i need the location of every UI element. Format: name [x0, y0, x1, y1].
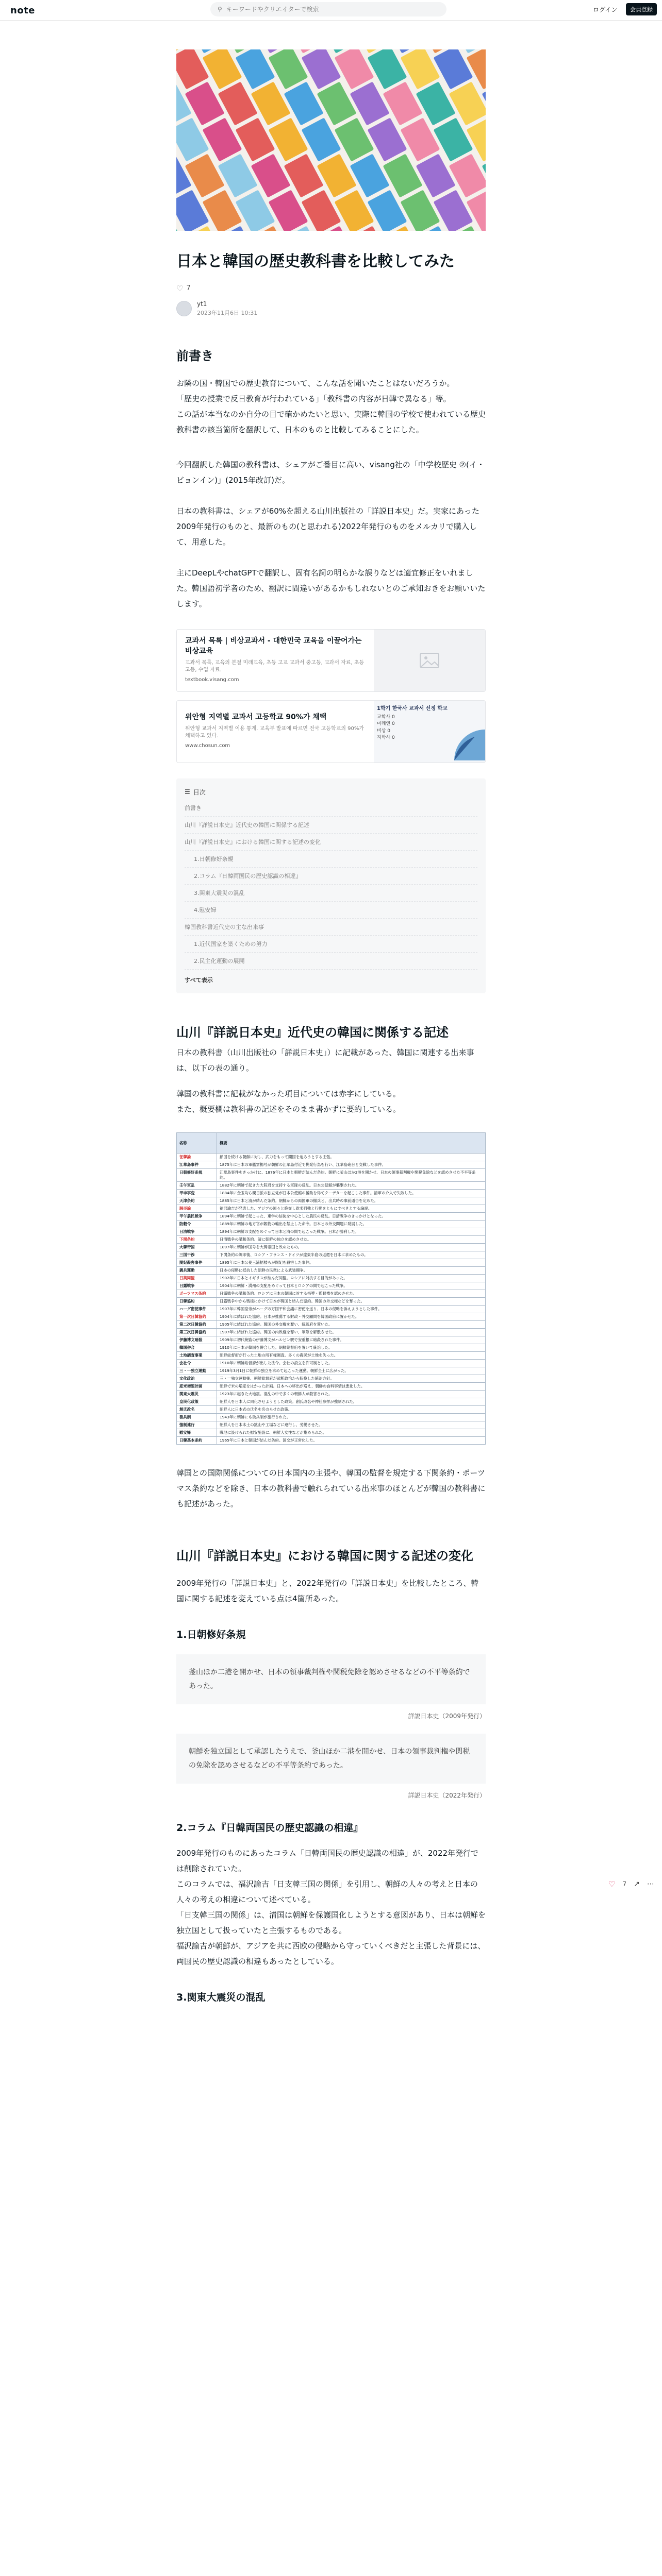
event-summary: 1882年に朝鮮で起きた大院君を支持する軍隊の反乱。日本公使館が襲撃された。 — [217, 1182, 486, 1190]
event-summary: 1907年に韓国皇帝がハーグの万国平和会議に密使を送り、日本の侵略を訴えようとした事件。 — [217, 1305, 486, 1313]
quote-cite: 詳説日本史（2022年発行） — [408, 1792, 486, 1800]
link-card-url: textbook.visang.com — [185, 677, 239, 683]
event-name: 閔妃殺害事件 — [177, 1259, 217, 1267]
paragraph: 2009年発行の「詳説日本史」と、2022年発行の「詳説日本史」を比較したところ、韓国に関する記述を変えている点は4箇所あった。 — [176, 1579, 479, 1604]
table-row — [177, 1267, 486, 1275]
event-name: 甲申事変 — [177, 1190, 217, 1197]
table-row — [177, 1190, 486, 1197]
event-summary: 江華島事件をきっかけに、1876年に日本と朝鮮が結んだ条約。朝鮮に釜山ほか2港を開かせ、日本の領事裁判権や関税免除などを認めさせた不平等条約。 — [217, 1169, 486, 1182]
quote-text: 釜山ほか二港を開かせ、日本の領事裁判権や関税免除を認めさせるなどの不平等条約であった。 — [189, 1668, 470, 1690]
table-row — [177, 1313, 486, 1320]
event-name: ポーツマス条約 — [177, 1290, 217, 1298]
table-row — [177, 1344, 486, 1351]
thumbnail-pie — [423, 719, 485, 760]
table-row — [177, 1282, 486, 1290]
table-row — [177, 1375, 486, 1382]
thumbnail-legend: 비상 0 — [377, 728, 390, 734]
toc-item[interactable]: 4.慰安婦 — [185, 902, 477, 919]
like-row — [176, 284, 486, 293]
avatar[interactable] — [176, 301, 192, 316]
event-name: 第三次日韓協約 — [177, 1328, 217, 1336]
event-summary: 日清戦争の講和条約。清に朝鮮の独立を認めさせた。 — [217, 1236, 486, 1244]
event-name: 日露戦争 — [177, 1282, 217, 1290]
table-row — [177, 1259, 486, 1267]
event-summary: 日本の侵略に抵抗した朝鮮の民衆による武装闘争。 — [217, 1267, 486, 1275]
table-row — [177, 1275, 486, 1282]
list-icon: ☰ — [185, 788, 190, 796]
event-name: 甲午農民戦争 — [177, 1213, 217, 1221]
event-summary: 1885年に日本と清が結んだ条約。朝鮮からの両国軍の撤兵と、出兵時の事前通告を定めた。 — [217, 1197, 486, 1205]
event-summary: 日露戦争の講和条約。ロシアに日本の韓国に対する指導・監督権を認めさせた。 — [217, 1290, 486, 1298]
event-summary: 1905年に結ばれた協約。韓国の外交権を奪い、統監府を置いた。 — [217, 1320, 486, 1328]
subsection-title: 2.コラム『日韓両国民の歴史認識の相違』 — [176, 1822, 363, 1834]
quote — [176, 1654, 486, 1704]
search-icon: ⚲ — [218, 6, 222, 13]
search-input[interactable] — [226, 6, 433, 13]
table-row — [177, 1436, 486, 1444]
table-row — [177, 1244, 486, 1251]
event-name: 日朝修好条規 — [177, 1169, 217, 1182]
event-name: 大韓帝国 — [177, 1244, 217, 1251]
event-name: 第二次日韓協約 — [177, 1320, 217, 1328]
events-table — [176, 1132, 486, 1444]
table-row — [177, 1182, 486, 1190]
event-summary: 1943年に朝鮮にも徴兵制が施行された。 — [217, 1413, 486, 1421]
subsection-title: 1.日朝修好条規 — [176, 1629, 246, 1641]
heart-icon[interactable]: ♡ — [176, 283, 184, 293]
author-name[interactable]: yt1 — [197, 300, 207, 308]
event-name: 三・一独立運動 — [177, 1367, 217, 1375]
quote-cite: 詳説日本史（2009年発行） — [408, 1713, 486, 1720]
event-summary: 日露戦争中から戦後にかけて日本が韓国と結んだ協約。韓国の外交権などを奪った。 — [217, 1297, 486, 1305]
table-row — [177, 1429, 486, 1436]
link-card-thumbnail — [374, 701, 485, 762]
table-row — [177, 1320, 486, 1328]
event-summary: 1910年に日本が韓国を併合した。朝鮮総督府を置いて統治した。 — [217, 1344, 486, 1351]
event-summary: 1897年に朝鮮が国号を大韓帝国と改めたもの。 — [217, 1244, 486, 1251]
table-row — [177, 1305, 486, 1313]
event-name: 土地調査事業 — [177, 1351, 217, 1359]
table-row — [177, 1197, 486, 1205]
event-name: 日英同盟 — [177, 1275, 217, 1282]
table-row — [177, 1213, 486, 1221]
table-row — [177, 1328, 486, 1336]
search-box[interactable] — [210, 2, 446, 16]
event-summary: 1875年に日本の軍艦雲揚号が朝鮮の江華島付近で挑発行為を行い、江華島砲台と交戦した事件。 — [217, 1161, 486, 1169]
event-name: 慰安婦 — [177, 1429, 217, 1436]
event-name: 伊藤博文暗殺 — [177, 1336, 217, 1344]
event-name: ハーグ密使事件 — [177, 1305, 217, 1313]
toc-item[interactable]: 1.日朝修好条規 — [185, 851, 477, 868]
event-summary: 1889年に朝鮮の地方官が穀物の輸出を禁止した命令。日本との外交問題に発展した。 — [217, 1221, 486, 1228]
event-name: 徴兵制 — [177, 1413, 217, 1421]
thumbnail-legend: 교학사 0 — [377, 714, 395, 720]
textbooks-illustration — [176, 49, 486, 231]
event-name: 下関条約 — [177, 1236, 217, 1244]
table-row — [177, 1297, 486, 1305]
top-header — [0, 0, 662, 21]
table-row — [177, 1205, 486, 1213]
paragraph: 韓国との国際関係についての日本国内の主張や、韓国の監督を規定する下関条約・ポーツマス条約などを除き、日本の教科書で触れられている出来事のほとんどが韓国の教科書にも記述があった。 — [176, 1468, 486, 1509]
paragraph: 日本の教科書（山川出版社の「詳説日本史」）に記載があった、韓国に関連する出来事は、以下の表の通り。 — [176, 1048, 474, 1073]
toc-item[interactable]: 1.近代国家を築くための努力 — [185, 936, 477, 953]
table-row — [177, 1359, 486, 1367]
event-name: 関東大震災 — [177, 1390, 217, 1398]
paragraph: 主にDeepLやchatGPTで翻訳し、固有名詞の明らかな誤りなどは適宜修正をいれました。韓国語初学者のため、翻訳に間違いがあるかもしれないとのご承知おきをお願いいたします。 — [176, 568, 486, 608]
table-of-contents — [176, 778, 486, 993]
table-row — [177, 1382, 486, 1390]
table-row — [177, 1169, 486, 1182]
table-row — [177, 1405, 486, 1413]
table-row — [177, 1390, 486, 1398]
event-summary: 1894年に朝鮮で起こった、東学の信徒を中心とした農民の反乱。日清戦争のきっかけとなった。 — [217, 1213, 486, 1221]
table-row — [177, 1367, 486, 1375]
toc-item[interactable]: 2.コラム『日韓両国民の歴史認識の相違』 — [185, 868, 477, 885]
link-card-thumbnail — [374, 630, 485, 691]
paragraph: 韓国の教科書に記載がなかった項目については赤字にしている。 また、概要欄は教科書の記述をそのまま書かずに要約している。 — [176, 1089, 401, 1114]
publish-date: 2023年11月6日 10:31 — [197, 309, 258, 316]
event-summary: 朝鮮で米の増産をはかった計画。日本への移出が増え、朝鮮の食料事情は悪化した。 — [217, 1382, 486, 1390]
toc-heading: 目次 — [193, 788, 206, 796]
table-header: 名称 — [177, 1133, 217, 1154]
event-name: 日韓協約 — [177, 1297, 217, 1305]
event-name: 脱亜論 — [177, 1205, 217, 1213]
toc-item[interactable]: 2.民主化運動の展開 — [185, 953, 477, 970]
event-summary: 戦地に設けられた慰安施設に、朝鮮人女性などが集められた。 — [217, 1429, 486, 1436]
event-summary: 1919年3月1日に朝鮮の独立を求めて起こった運動。朝鮮全土に広がった。 — [217, 1367, 486, 1375]
table-row — [177, 1251, 486, 1259]
table-row — [177, 1161, 486, 1169]
thumbnail-legend: 지학사 0 — [377, 735, 395, 741]
event-summary: 鎖国を続ける朝鮮に対し、武力をもって開国を迫ろうとする主張。 — [217, 1154, 486, 1161]
hero-image — [176, 49, 486, 231]
event-name: 征韓論 — [177, 1154, 217, 1161]
event-name: 日韓基本条約 — [177, 1436, 217, 1444]
toc-header[interactable] — [185, 788, 477, 796]
link-card-title: 위안형 지역별 교과서 고등학교 90%가 채택 — [185, 713, 327, 721]
signup-button[interactable]: 会員登録 — [626, 3, 657, 15]
floating-reactions — [608, 1879, 654, 1889]
heart-icon[interactable]: ♡ — [608, 1879, 616, 1889]
event-summary: 1904年に結ばれた協約。日本が推薦する財政・外交顧問を韓国政府に置かせた。 — [217, 1313, 486, 1320]
link-card[interactable] — [176, 629, 486, 692]
event-name: 日清戦争 — [177, 1228, 217, 1236]
thumbnail-legend: 미래엔 0 — [377, 721, 395, 727]
like-count: 7 — [186, 284, 191, 292]
event-summary: 1902年に日本とイギリスが結んだ同盟。ロシアに対抗する目的があった。 — [217, 1275, 486, 1282]
event-name: 皇民化政策 — [177, 1398, 217, 1405]
event-name: 江華島事件 — [177, 1161, 217, 1169]
paragraph: お隣の国・韓国での歴史教育について、こんな話を聞いたことはないだろうか。 「歴史の授業で反日教育が行われている」「教科書の内容が日韓で異なる」等。 この話が本当なのか自分の目で確かめたいと思い、実際に韓国の学校で使われている歴史教科書の該当箇所を翻訳して、日本のものと比較してみることにした。 — [176, 378, 486, 434]
event-summary: 三・一独立運動後、朝鮮総督府が武断政治から転換した統治方針。 — [217, 1375, 486, 1382]
toc-item[interactable]: 韓国教科書近代史の主な出来事 — [185, 919, 477, 936]
note-logo[interactable]: note — [10, 5, 35, 16]
table-row — [177, 1154, 486, 1161]
toc-item[interactable]: 山川『詳説日本史』における韓国に関する記述の変化 — [185, 834, 477, 851]
side-like-count: 7 — [622, 1880, 627, 1888]
article — [176, 49, 486, 2004]
toc-item[interactable]: 前書き — [185, 800, 477, 817]
link-card-url: www.chosun.com — [185, 743, 230, 749]
event-summary: 福沢諭吉が発表した、アジアの国々と絶交し欧米列強と行動をともにすべきとする論説。 — [217, 1205, 486, 1213]
article-title: 日本と韓国の歴史教科書を比較してみた — [176, 252, 455, 270]
event-summary: 1907年に結ばれた協約。韓国の内政権を奪い、軍隊を解散させた。 — [217, 1328, 486, 1336]
event-summary: 1923年に起きた大地震。混乱の中で多くの朝鮮人が殺害された。 — [217, 1390, 486, 1398]
event-name: 創氏改名 — [177, 1405, 217, 1413]
event-summary: 1894年に朝鮮の支配をめぐって日本と清の間で起こった戦争。日本が勝利した。 — [217, 1228, 486, 1236]
table-row — [177, 1221, 486, 1228]
section-title: 山川『詳説日本史』における韓国に関する記述の変化 — [176, 1548, 473, 1563]
link-card[interactable] — [176, 700, 486, 763]
quote — [176, 1734, 486, 1784]
event-summary: 1910年に朝鮮総督府が出した法令。会社の設立を許可制とした。 — [217, 1359, 486, 1367]
section-title: 山川『詳説日本史』近代史の韓国に関係する記述 — [176, 1025, 449, 1040]
event-name: 文化政治 — [177, 1375, 217, 1382]
table-row — [177, 1413, 486, 1421]
event-name: 産米増殖計画 — [177, 1382, 217, 1390]
author-block[interactable] — [176, 300, 486, 317]
event-name: 義兵運動 — [177, 1267, 217, 1275]
event-summary: 1895年に日本公使三浦梧楼らが閔妃を殺害した事件。 — [217, 1259, 486, 1267]
event-name: 天津条約 — [177, 1197, 217, 1205]
share-icon[interactable]: ↗ — [634, 1880, 640, 1888]
table-row — [177, 1290, 486, 1298]
event-name: 強制連行 — [177, 1421, 217, 1429]
table-row — [177, 1236, 486, 1244]
toc-show-all[interactable]: すべて表示 — [185, 976, 213, 984]
table-row — [177, 1398, 486, 1405]
event-summary: 下関条約の調印後、ロシア・フランス・ドイツが遼東半島の返還を日本に求めたもの。 — [217, 1251, 486, 1259]
event-name: 韓国併合 — [177, 1344, 217, 1351]
event-name: 第一次日韓協約 — [177, 1313, 217, 1320]
table-row — [177, 1351, 486, 1359]
textbook-cover — [176, 154, 192, 197]
event-name: 会社令 — [177, 1359, 217, 1367]
section-title-intro: 前書き — [176, 348, 213, 363]
toc-item[interactable]: 山川『詳説日本史』近代史の韓国に関係する記述 — [185, 817, 477, 834]
paragraph: 今回翻訳した韓国の教科書は、シェアがご番目に高い、visang社の「中学校歴史 ②(イ・ビョンイン)」(2015年改訂)だ。 — [176, 460, 485, 485]
textbook-cover — [466, 190, 486, 231]
subsection-title: 3.関東大震災の混乱 — [176, 1992, 266, 2004]
more-icon[interactable]: ⋯ — [647, 1880, 654, 1888]
paragraph: 日本の教科書は、シェアが60%を超える山川出版社の「詳説日本史」だ。実家にあった2009年発行のものと、最新のもの(と思われる)2022年発行のものをメルカリで購入して、用意した。 — [176, 506, 479, 547]
paragraph: 2009年発行のものにあったコラム「日韓両国民の歴史認識の相違」が、2022年発行では削除されていた。 このコラムでは、福沢諭吉「日支韓三国の関係」を引用し、朝鮮の人々の考えと日本の人々の考えの相違について述べている。 「日支韓三国の関係」は、清国は朝鮮を保護国化しようとする意図があり、日本は朝鮮を独立国として扱っていたと主張するものである。 福沢諭吉が朝鮮が、アジアを共に西欧の侵略から守っていくべきだと主張した背景には、両国民の歴史認識の相違もあったとしている。 — [176, 1849, 486, 1967]
table-row — [177, 1228, 486, 1236]
link-card-desc: 위안형 교과서 지역별 이용 통계. 교육부 발표에 따르면 전국 고등학교의 90%가 채택하고 있다. — [185, 726, 364, 739]
quote-text: 朝鮮を独立国として承認したうえで、釜山ほか二港を開かせ、日本の領事裁判権や関税の免除を認めさせるなどの不平等条約であった。 — [189, 1748, 470, 1770]
event-name: 防穀令 — [177, 1221, 217, 1228]
event-summary: 1904年に朝鮮・満州の支配をめぐって日本とロシアの間で起こった戦争。 — [217, 1282, 486, 1290]
image-placeholder-icon — [419, 652, 440, 669]
table-row — [177, 1421, 486, 1429]
event-summary: 朝鮮人を日本人に同化させようとした政策。創氏改名や神社参拝が強制された。 — [217, 1398, 486, 1405]
table-header: 概要 — [217, 1133, 486, 1154]
link-card-desc: 교과서 목록, 교육의 본질 미래교육, 초등 고교 교과서 중고등, 교과서 자료, 초등 고등, 수업 자료. — [185, 660, 365, 673]
table-row — [177, 1336, 486, 1344]
event-summary: 朝鮮人に日本式の氏名を名のらせた政策。 — [217, 1405, 486, 1413]
textbook-cover — [176, 81, 192, 125]
event-summary: 1965年に日本と韓国が結んだ条約。国交が正常化した。 — [217, 1436, 486, 1444]
login-link[interactable]: ログイン — [593, 6, 618, 13]
event-summary: 朝鮮総督府が行った土地の所有権調査。多くの農民が土地を失った。 — [217, 1351, 486, 1359]
event-name: 壬午軍乱 — [177, 1182, 217, 1190]
link-card-title: 교과서 목록 | 비상교과서 - 대한민국 교육을 이끌어가는 비상교육 — [185, 636, 362, 656]
event-summary: 1909年に初代統監の伊藤博文がハルビン駅で安重根に暗殺された事件。 — [217, 1336, 486, 1344]
event-summary: 朝鮮人を日本本土の鉱山や工場などに連行し、労働させた。 — [217, 1421, 486, 1429]
toc-item[interactable]: 3.関東大震災の混乱 — [185, 885, 477, 902]
thumbnail-chart-title: 1학기 한국사 교과서 선정 학교 — [377, 705, 448, 711]
event-summary: 1884年に金玉均ら親日派の独立党が日本公使館の援助を得てクーデターを起こした事件。清軍の介入で失敗した。 — [217, 1190, 486, 1197]
event-name: 三国干渉 — [177, 1251, 217, 1259]
